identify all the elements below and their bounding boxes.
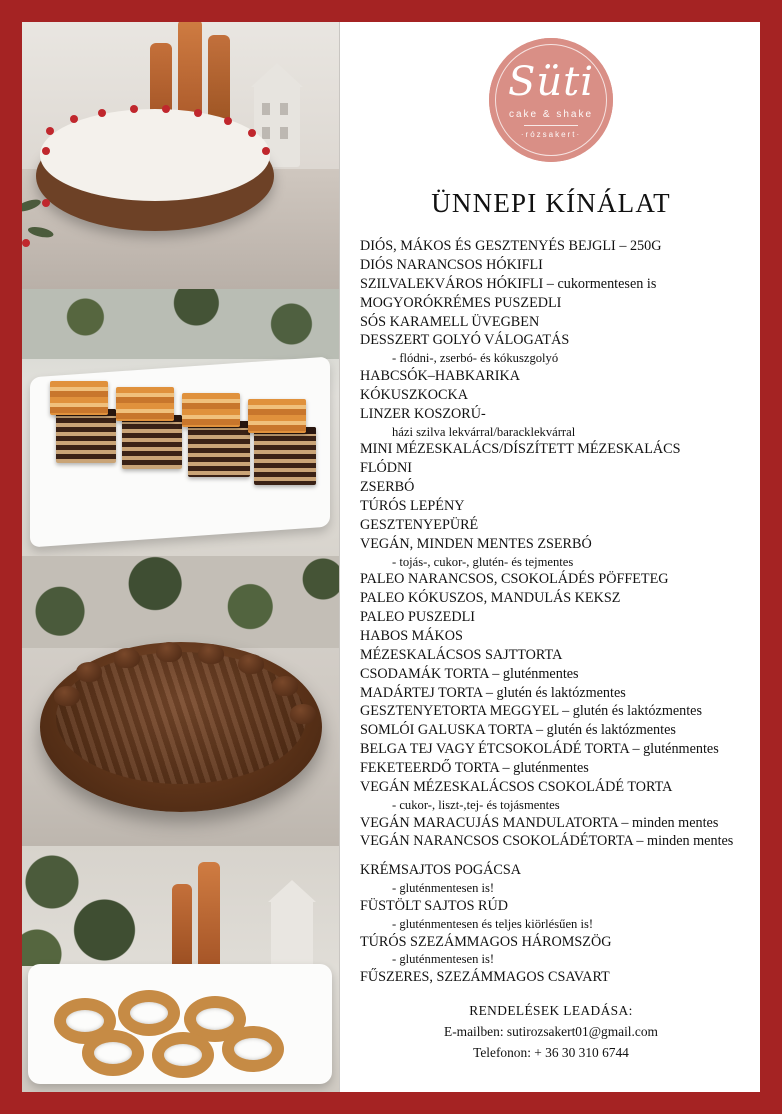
photo-white-iced-cake <box>22 22 339 289</box>
chocolate-cake <box>40 642 322 812</box>
menu-item: VEGÁN NARANCSOS CSOKOLÁDÉTORTA – minden mentes <box>360 833 734 850</box>
menu-item: HABOS MÁKOS <box>360 627 463 644</box>
menu-item: FŰSZERES, SZEZÁMMAGOS CSAVART <box>360 969 610 986</box>
bakery-logo <box>489 38 613 162</box>
menu-item: FÜSTÖLT SAJTOS RÚD <box>360 897 508 914</box>
menu-item-note: - cukor-, liszt-,tej- és tojásmentes <box>392 797 560 812</box>
menu-item: DIÓS NARANCSOS HÓKIFLI <box>360 256 543 273</box>
berry-branch <box>22 195 136 255</box>
menu-item: KRÉMSAJTOS POGÁCSA <box>360 862 521 879</box>
menu-item: SÓS KARAMELL ÜVEGBEN <box>360 313 540 330</box>
menu-item: SOMLÓI GALUSKA TORTA – glutén és laktózmentes <box>360 722 676 739</box>
menu-item-note: - gluténmentesen és teljes kiörlésűen is! <box>392 916 594 931</box>
menu-item: TÚRÓS LEPÉNY <box>360 497 465 514</box>
order-phone: Telefonon: + 36 30 310 6744 <box>473 1044 629 1060</box>
menu-item: MADÁRTEJ TORTA – glutén és laktózmentes <box>360 684 626 701</box>
house-ornament-icon <box>271 898 313 972</box>
menu-item-note: - gluténmentesen is! <box>392 881 495 896</box>
menu-item: VEGÁN MÉZESKALÁCSOS CSOKOLÁDÉ TORTA <box>360 778 673 795</box>
menu-list <box>354 237 748 987</box>
menu-item: DESSZERT GOLYÓ VÁLOGATÁS <box>360 332 570 349</box>
menu-item: CSODAMÁK TORTA – gluténmentes <box>360 665 579 682</box>
logo-divider <box>524 125 578 126</box>
menu-item: MÉZESKALÁCSOS SAJTTORTA <box>360 646 563 663</box>
logo-container <box>354 38 748 162</box>
menu-item: GESZTENYETORTA MEGGYEL – glutén és laktózmentes <box>360 703 703 720</box>
menu-item: FEKETEERDŐ TORTA – gluténmentes <box>360 760 589 777</box>
logo-location: ·rózsakert· <box>520 129 582 139</box>
menu-item: KÓKUSZKOCKA <box>360 386 468 403</box>
menu-item: GESZTENYEPÜRÉ <box>360 516 479 533</box>
menu-item: FLÓDNI <box>360 460 413 477</box>
menu-item: VEGÁN, MINDEN MENTES ZSERBÓ <box>360 535 592 552</box>
order-heading: RENDELÉSEK LEADÁSA: <box>469 1003 633 1019</box>
poster <box>22 22 760 1092</box>
menu-item-note: - flódni-, zserbó- és kókuszgolyó <box>392 351 559 366</box>
evergreen-decor <box>22 846 172 966</box>
menu-item-note: - tojás-, cukor-, glutén- és tejmentes <box>392 554 574 569</box>
menu-item: PALEO PUSZEDLI <box>360 609 475 626</box>
menu-item: PALEO NARANCSOS, CSOKOLÁDÉS PÖFFETEG <box>360 571 669 588</box>
photo-column <box>22 22 339 1092</box>
menu-item: DIÓS, MÁKOS ÉS GESZTENYÉS BEJGLI – 250G <box>360 238 662 254</box>
menu-item: VEGÁN MARACUJÁS MANDULATORTA – minden mentes <box>360 814 719 831</box>
evergreen-decor <box>22 556 339 648</box>
menu-item-note: - gluténmentesen is! <box>392 952 495 967</box>
order-info <box>354 1001 748 1063</box>
menu-spacer <box>360 851 748 861</box>
menu-item: MOGYORÓKRÉMES PUSZEDLI <box>360 294 562 311</box>
order-email: E-mailben: sutirozsakert01@gmail.com <box>444 1023 658 1039</box>
menu-item: MINI MÉZESKALÁCS/DÍSZÍTETT MÉZESKALÁCS <box>360 441 681 458</box>
photo-pastries <box>22 846 339 1092</box>
menu-item-note: házi szilva lekvárral/baracklekvárral <box>392 424 576 439</box>
page-title: ÜNNEPI KÍNÁLAT <box>431 188 671 218</box>
menu-item: TÚRÓS SZEZÁMMAGOS HÁROMSZÖG <box>360 933 612 950</box>
menu-item: ZSERBÓ <box>360 479 415 496</box>
content-column <box>340 22 760 1092</box>
menu-item: SZILVALEKVÁROS HÓKIFLI – cukormentesen is <box>360 275 657 292</box>
menu-item: LINZER KOSZORÚ- <box>360 405 486 422</box>
evergreen-decor <box>22 289 339 359</box>
photo-chocolate-cake <box>22 556 339 846</box>
logo-brand-name: Süti <box>507 58 595 105</box>
menu-item: PALEO KÓKUSZOS, MANDULÁS KEKSZ <box>360 590 621 607</box>
menu-item: BELGA TEJ VAGY ÉTCSOKOLÁDÉ TORTA – gluténmentes <box>360 741 719 758</box>
photo-layer-cake-slices <box>22 289 339 556</box>
logo-tagline: cake & shake <box>508 108 594 120</box>
menu-item: HABCSÓK–HABKARIKA <box>360 367 521 384</box>
